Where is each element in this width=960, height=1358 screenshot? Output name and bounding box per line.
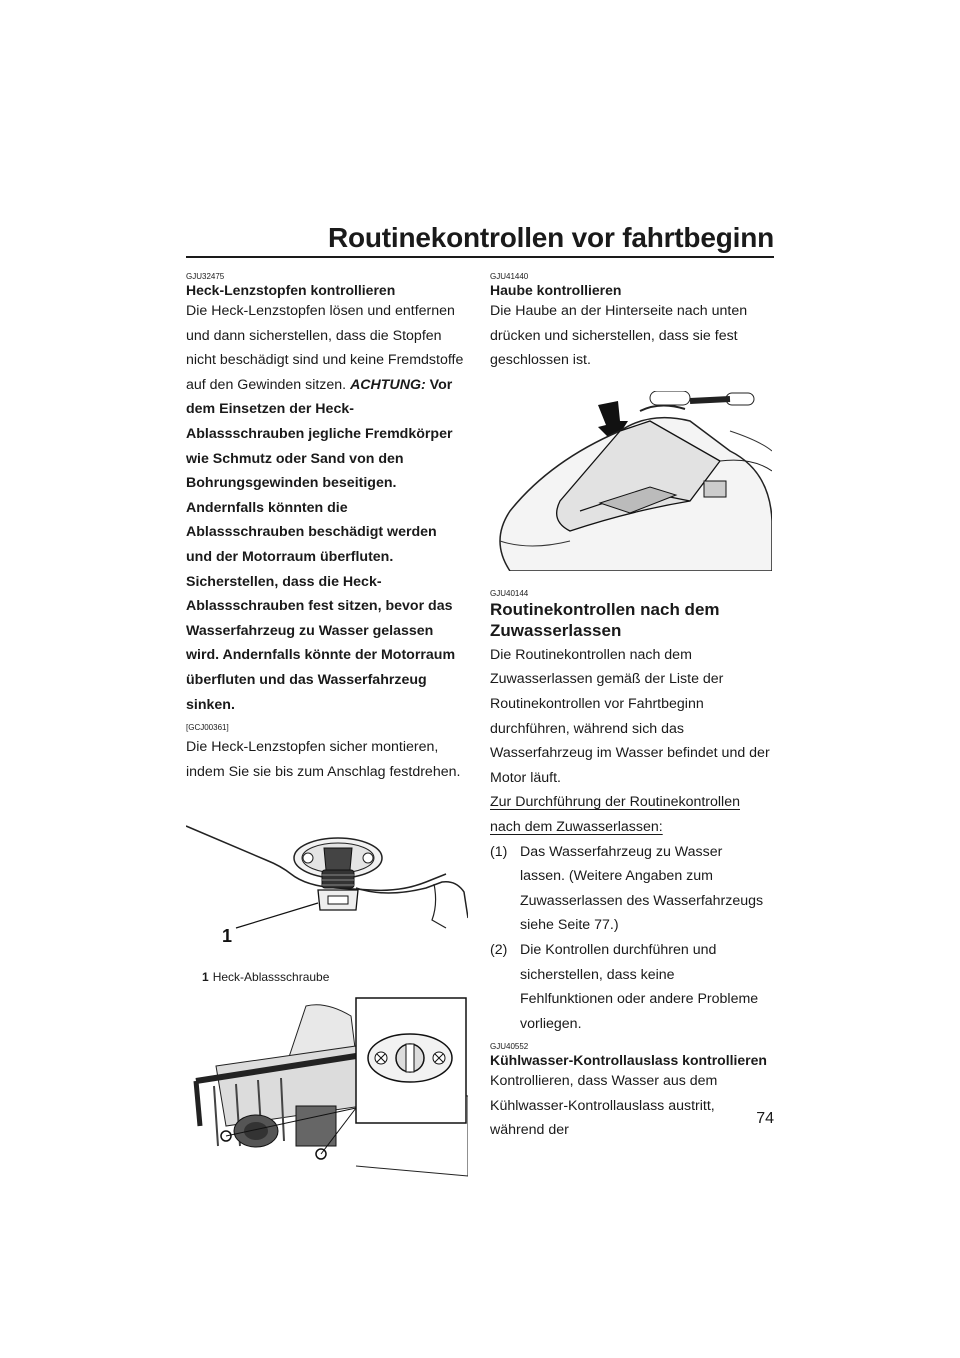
list-number: (2) bbox=[490, 941, 508, 958]
drain-plug-figure bbox=[186, 808, 468, 968]
caution-label: ACHTUNG: bbox=[350, 376, 426, 393]
section-code: GJU40552 bbox=[490, 1042, 529, 1052]
list-item bbox=[490, 938, 770, 1036]
watercraft-rear-figure bbox=[186, 996, 468, 1186]
caption-text: Heck-Ablassschraube bbox=[212, 970, 330, 985]
header-rule bbox=[186, 256, 774, 258]
section-heading: Routinekontrollen nach dem Zuwasserlassen bbox=[490, 599, 720, 640]
hood-figure bbox=[490, 391, 772, 571]
section-code: GJU40144 bbox=[490, 588, 529, 598]
section-code: GJU32475 bbox=[186, 272, 225, 281]
page-title: Routinekontrollen vor fahrtbeginn bbox=[327, 222, 774, 253]
body-text: Die Heck-Lenzstopfen lösen und entfernen und dann sicherstellen, dass die Stopfen nicht beschädigt sind und keine Fremdstoffe auf den Gewinden sitzen. bbox=[186, 303, 464, 393]
section-heading: Kühlwasser-Kontrollauslass kontrollieren bbox=[490, 1052, 767, 1069]
procedure-heading: Zur Durchführung der Routinekontrollen nach dem Zuwasserlassen: bbox=[490, 794, 740, 835]
figure-caption bbox=[202, 970, 466, 984]
section-code: GJU41440 bbox=[490, 272, 529, 281]
caution-text: Vor dem Einsetzen der Heck-Ablassschrauben jegliche Fremdkörper wie Schmutz oder Sand von den Bohrungsgewinden beseitigen. Andernfalls könnten die Ablassschrauben beschädigt werden und der Motorraum überfluten. Sicherstellen, dass die Heck-Ablassschrauben fest sitzen, bevor das Wasserfahrzeug zu Wasser gelassen wird. Andernfalls könnte der Motorraum überfluten und das Wasserfahrzeug sinken. bbox=[186, 376, 456, 713]
list-number: (1) bbox=[490, 843, 508, 860]
caption-number: 1 bbox=[202, 970, 209, 985]
section-body: Kontrollieren, dass Wasser aus dem Kühlwasser-Kontrollauslass austritt, während der bbox=[490, 1073, 718, 1139]
left-column bbox=[186, 272, 466, 1186]
page-number: 74 bbox=[756, 1110, 774, 1127]
list-text: Das Wasserfahrzeug zu Wasser lassen. (Weitere Angaben zum Zuwasserlassen des Wasserfahrzeugs siehe Seite 77.) bbox=[520, 843, 764, 934]
right-column bbox=[490, 272, 770, 1143]
list-text: Die Kontrollen durchführen und sicherstellen, dass keine Fehlfunktionen oder andere Probleme vorliegen. bbox=[520, 941, 759, 1032]
section-body: Die Haube an der Hinterseite nach unten drücken und sicherstellen, dass sie fest geschlossen ist. bbox=[490, 303, 748, 369]
section-body-2: Die Heck-Lenzstopfen sicher montieren, indem Sie sie bis zum Anschlag festdrehen. bbox=[186, 739, 461, 780]
section-heading: Haube kontrollieren bbox=[490, 282, 622, 298]
section-body bbox=[186, 299, 466, 717]
section-body: Die Routinekontrollen nach dem Zuwasserlassen gemäß der Liste der Routinekontrollen vor Fahrtbeginn durchführen, während sich das Wasserfahrzeug im Wasser befindet und der Motor läuft. bbox=[490, 646, 770, 786]
section-heading: Heck-Lenzstopfen kontrollieren bbox=[186, 282, 396, 298]
caution-code: [GCJ00361] bbox=[186, 723, 229, 733]
list-item bbox=[490, 840, 770, 938]
callout-number: 1 bbox=[222, 926, 233, 947]
